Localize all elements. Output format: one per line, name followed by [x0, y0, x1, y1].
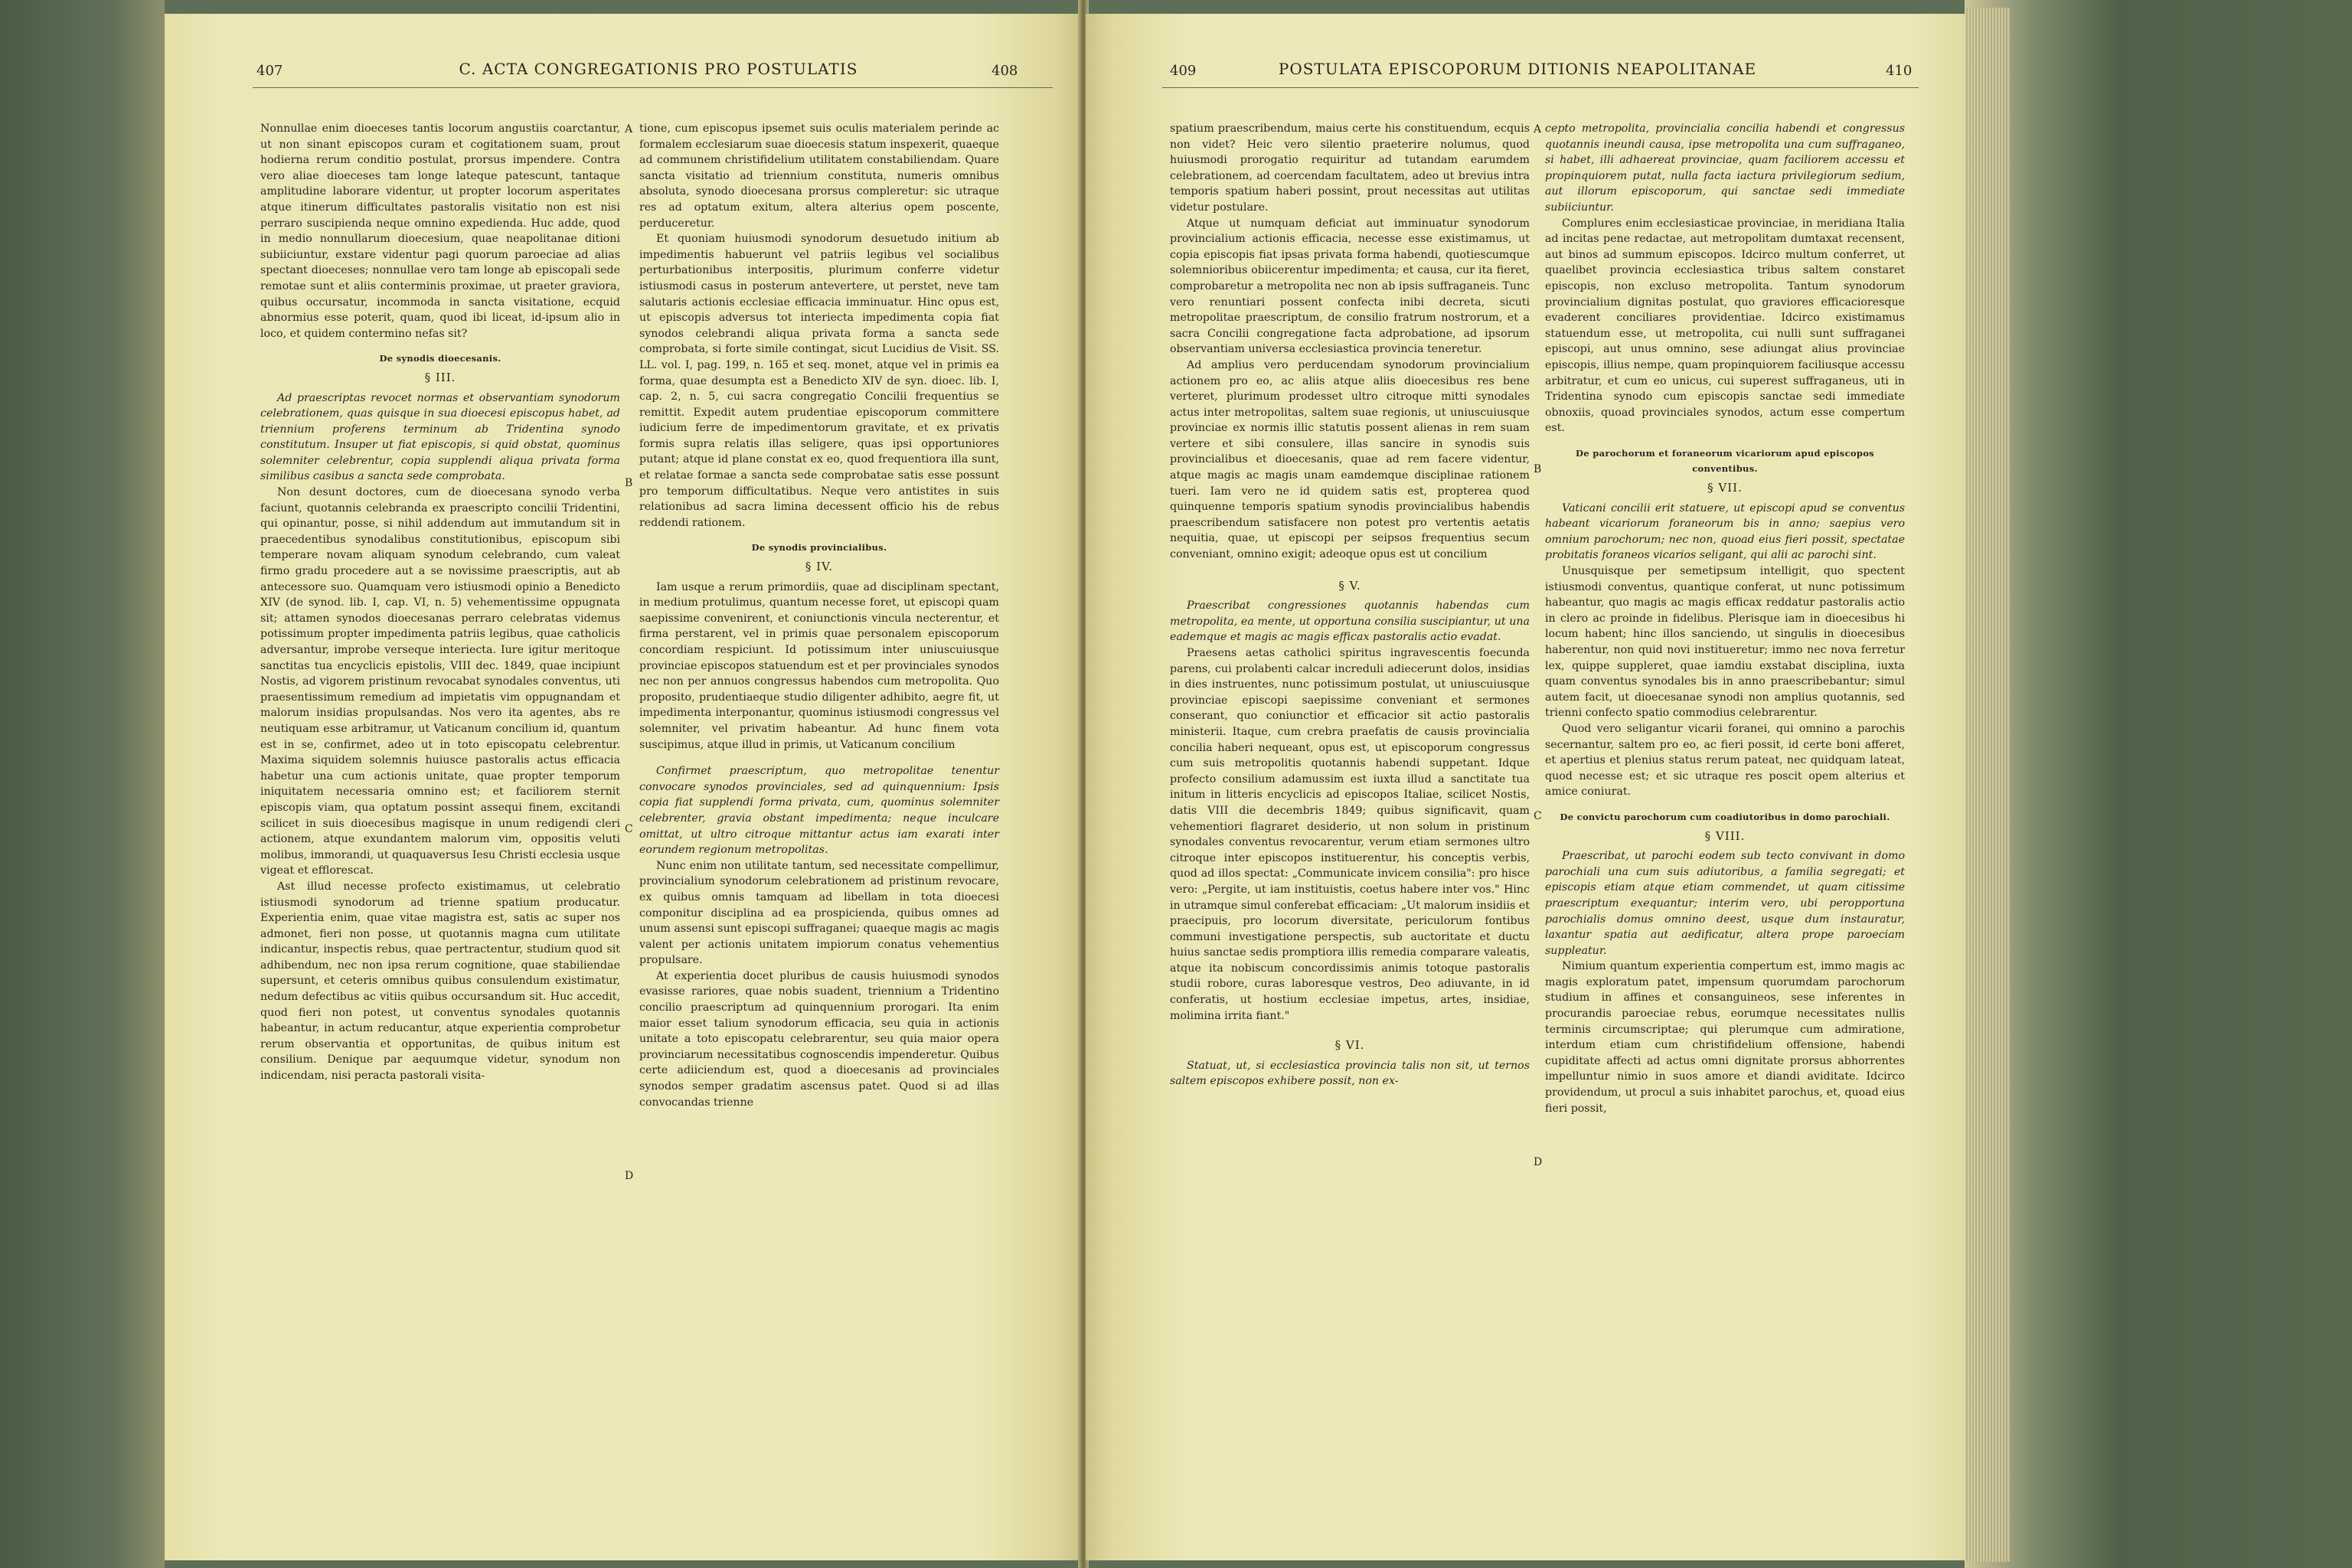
- section-heading: De convictu parochorum cum coadiutoribus in domo parochiali.: [1560, 811, 1890, 822]
- postulatum-text: Statuat, ut, si ecclesiastica provincia talis non sit, ut ternos saltem episcopos exhibere possit, non ex-: [1170, 1059, 1530, 1088]
- section-number: § IV.: [805, 560, 834, 574]
- page-edges: [1965, 0, 2352, 1568]
- book-cover-left: [0, 0, 165, 1568]
- header-rule: [1162, 87, 1919, 88]
- margin-marker-c: C: [625, 823, 633, 835]
- section-heading: De synodis dioecesanis.: [379, 353, 501, 364]
- left-running-head: [165, 60, 1083, 90]
- section-number: § V.: [1338, 578, 1361, 593]
- right-column-1: [1170, 121, 1530, 1089]
- left-column-2: [639, 121, 999, 1110]
- postulatum-text: cepto metropolita, provincialia concilia habendi et congressus quotannis ineundi causa, ipse metropolita una cum suffraganeo, si habet, illi adhaereat provinciae, quam faciliorem accessu et propinquiorem putat, nulla facta iactura privilegiorum sedium, aut illorum episcoporum, qui sanctae sedi immediate subiiciuntur.: [1545, 122, 1905, 214]
- paragraph: At experientia docet pluribus de causis huiusmodi synodos evasisse rariores, quae nobis suadent, triennium a Tridentino concilio praescriptum ad quinquennium prorogari. Ita enim maior esset talium synodorum efficacia, seu quia in actionis unitate a toto episcopatu celebrarentur, seu quia maior opera provinciarum necessitatibus cognoscendis impenderetur. Quibus certe adiiciendum est, quod a dioecesanis ad provinciales synodos semper gradatim ascensus patet. Quod si ad illas convocandas trienne: [639, 969, 999, 1109]
- left-column-1: [260, 121, 620, 1084]
- section-number: § VII.: [1707, 481, 1743, 495]
- postulatum-text: Vaticani concilii erit statuere, ut episcopi apud se conventus habeant vicariorum foraneorum bis in anno; saepius vero omnium parochorum; nec non, quoad eius fieri possit, spectatae probitatis foraneos vicarios seligant, qui alii ac parochi sint.: [1545, 501, 1905, 562]
- paragraph: tione, cum episcopus ipsemet suis oculis materialem perinde ac formalem ecclesiarum suae dioecesis statum inspexerit, quaeque ad communem christifidelium utilitatem constabiliendam. Quare sancta visitatio ad triennium constituta, numeris omnibus absoluta, synodo dioecesana prorsus compleretur: sic utraque res ad optatum exitum, altera alterius opem poscente, perduceretur.: [639, 122, 999, 230]
- right-running-head: [1086, 60, 1965, 90]
- paragraph: Unusquisque per semetipsum intelligit, quo spectent istiusmodi conventus, quantique conferat, ut nunc potissimum habeantur, quo magis ac magis efficax reddatur pastoralis actio in clero ac proinde in fidelibus. Plerisque iam in dioecesibus hi locum habent; hinc illos sanciendo, ut singulis in dioecesibus haberentur, non quid novi institueretur; immo nec nova ferretur lex, quippe suppleret, quae iamdiu exstabat disciplina, iuxta quam conventus synodales bis in anno praescribebantur; simul autem facit, ut dioecesanae synodi non amplius quotannis, sed trienni confecto spatio commodius celebrarentur.: [1545, 565, 1905, 720]
- running-title: POSTULATA EPISCOPORUM DITIONIS NEAPOLITANAE: [1278, 60, 1757, 78]
- postulatum-text: Praescribat, ut parochi eodem sub tecto convivant in domo parochiali una cum suis adiutoribus, a familia segregati; et episcopis etiam atque etiam commendet, ut quam citissime praescriptum exequantur; interim vero, ubi peropportuna parochialis domus omnino deest, usque dum instauratur, laxantur spatia aut aedificatur, altera prope paroeciam suppleatur.: [1545, 850, 1905, 957]
- postulatum-text: Confirmet praescriptum, quo metropolitae tenentur convocare synodos provinciales, sed ad quinquennium: Ipsis copia fiat supplendi forma privata, cum, quominus solemniter celebrenter, gravia obstant impedimenta; neque inculcare omittat, ut ultro citroque mittantur actus iam exarati inter eorundem regionum metropolitas.: [639, 765, 999, 857]
- margin-marker-a: A: [1534, 123, 1542, 136]
- margin-marker-c: C: [1534, 810, 1542, 822]
- running-title: C. ACTA CONGREGATIONIS PRO POSTULATIS: [459, 60, 858, 78]
- section-number: § III.: [424, 370, 456, 384]
- paragraph: Complures enim ecclesiasticae provinciae, in meridiana Italia ad incitas pene redactae, aut metropolitam dumtaxat recensent, aut binos ad summum episcopos. Idcirco multum conferret, ut quaelibet provincia ecclesiastica tribus saltem constaret episcopis, non excluso metropolita. Tantum synodorum provincialium dignitas postulat, quo graviores efficacioresque evaderent conciliares providentiae. Idcirco existimamus statuendum esse, ut metropolita, cui nulli sunt suffraganei episcopi, aut unus omnino, sese adiungat alius provinciae episcopis, illius nempe, quam propinquiorem faciliusque accessu arbitratur, et cum eo unicus, cui superest suffraganeus, uti in Tridentina synodo cum episcopis sanctae sedi immediate obnoxiis, quoad provinciales synodos, actum esse compertum est.: [1545, 217, 1905, 435]
- paragraph: Quod vero seligantur vicarii foranei, qui omnino a parochis secernantur, saltem pro eo, ac fieri possit, id certe boni afferet, et apertius et plenius status rerum pateat, nec quidquam lateat, quod necesse est; et sic utraque res poscit opem alterius et amice coniurat.: [1545, 722, 1905, 799]
- page-number-408: 408: [991, 63, 1018, 79]
- section-heading: De parochorum et foraneorum vicariorum apud episcopos conventibus.: [1576, 447, 1874, 475]
- postulatum-text: Praescribat congressiones quotannis habendas cum metropolita, ea mente, ut opportuna consilia suscipiantur, ut una eademque et magis ac magis efficax pastoralis actio evadat.: [1170, 599, 1530, 644]
- paragraph: Ad amplius vero perducendam synodorum provincialium actionem pro eo, ac aliis atque aliis dioecesibus res bene verteret, plurimum prodesset ultro citroque mitti synodales actus inter metropolitas, saltem suae regionis, ut uniuscuiusque provinciae ex normis illic statutis possent alienas in rem suam vertere et sibi consulere, illas sancire in synodis suis provincialibus et dioecesanis, quae ad rem facere videntur, atque magis ac magis unam eamdemque disciplinae rationem tueri. Iam vero ne id quidem satis est, propterea quod quinquenne temporis spatium synodis provincialibus habendis praescribendum satisfacere non potest pro vertentis aetatis nequitia, quae, ut episcopi per seipsos frequentius secum conveniant, omnino exigit; adeoque opus est ut concilium: [1170, 358, 1530, 561]
- paragraph: spatium praescribendum, maius certe his constituendum, ecquis non videt? Heic vero silentio praeterire nolumus, quod huiusmodi prorogatio requiritur ad tutandam earumdem celebrationem, ad coercendam facultatem, adeo ut brevius intra temporis spatium haberi possint, prout necessitas aut utilitas videtur postulare.: [1170, 122, 1530, 214]
- page-edge-lines: [1965, 8, 2011, 1562]
- margin-marker-a: A: [625, 123, 633, 136]
- page-number-410: 410: [1886, 63, 1913, 79]
- paragraph: Non desunt doctores, cum de dioecesana synodo verba faciunt, quotannis celebranda ex praescripto concilii Tridentini, qui opinantur, posse, si nihil addendum aut immutandum sit in praecedentibus synodalibus constitutionibus, episcopum sibi temperare novam aliquam synodum celebrando, cum valeat firmo gradu procedere aut a se novissime praescriptis, aut ab antecessore suo. Quamquam vero istiusmodi opinio a Benedicto XIV (de synod. lib. I, cap. VI, n. 5) vehementissime oppugnata sit; attamen synodos dioecesanas perraro celebratas videmus potissimum propter impedimenta patriis legibus, quae catholicis adversantur, improbe verseque interiecta. Iure igitur meritoque sanctitas tua encyclicis epistolis, VIII dec. 1849, quae incipiunt Nostis, ad vigorem pristinum revocabat synodales conventus, uti praesentissimum remedium ad impietatis vim oppugnandam et malorum insidias propulsandas. Nos vero ita agentes, abs re neutiquam esse arbitramur, ut Vaticanum concilium id, quantum est in se, confirmet, adeo ut in toto episcopatu celebrentur. Maxima siquidem solemnis huiusce pastoralis actus efficacia habetur una cum actionis unitate, quae propter temporum iniquitatem necessaria omnino est; et faciliorem sternit episcopis viam, qua optatum possint assequi finem, excitandi scilicet in suis dioecesibus magisque in unum redigendi cleri actionem, atque exundantem malorum vim, oppositis veluti molibus, immorandi, ut quaquaversus Iesu Christi ecclesia usque vigeat et efflorescat.: [260, 486, 621, 877]
- paragraph: Ast illud necesse profecto existimamus, ut celebratio istiusmodi synodorum ad trienne spatium producatur. Experientia enim, quae vitae magistra est, satis ac super nos admonet, fieri non posse, ut quotannis magna cum utilitate indicantur, inspectis rebus, quae pertractentur, studium quod sit adhibendum, nec non ipsa rerum cognitione, quae stabiliendae supersunt, et ceteris omnibus quibus consulendum existimatur, nedum defectibus ac vitiis quibus occursandum sit. Huc accedit, quod fieri non potest, ut conventus synodales quotannis habeantur, in actum reducantur, atque experientia comprobetur rerum observantia et opportunitas, de quibus initum est consilium. Denique par aequumque videtur, synodum non indicendam, nisi peracta pastorali visita-: [260, 880, 620, 1083]
- paragraph: Nunc enim non utilitate tantum, sed necessitate compellimur, provincialium synodorum celebrationem ad pristinum revocare, ex quibus omnis tamquam ad libellam in tota dioecesi componitur disciplina ad ea prospicienda, quibus omnes ad unum assensi sunt episcopi suffraganei; quaeque magis ac magis valent per actionis unitatem impiorum conatus vehementius propulsare.: [639, 859, 999, 967]
- margin-marker-b: B: [625, 477, 633, 489]
- margin-marker-d: D: [625, 1170, 634, 1182]
- page-number-407: 407: [256, 63, 283, 79]
- left-page: [165, 14, 1083, 1560]
- paragraph: Praesens aetas catholici spiritus ingravescentis foecunda parens, cui prolabenti calcar increduli adiecerunt dolos, insidias in dies instruentes, nunc potissimum postulat, ut uniuscuiusque provinciae episcopi saepissime conveniant et sermones conserant, quo coniunctior et efficacior sit actio pastoralis ministerii. Itaque, cum crebra praefatis de causis provincialia concilia haberi nequeant, opus est, ut episcoporum congressus cum suis metropolitis quotannis habendi suppetant. Idque profecto consilium adamussim est iuxta illud a sanctitate tua initum in litteris encyclicis ad episcopos Italiae, scilicet Nostis, datis VIII die decembris 1849; quibus significavit, quam vehementiori flagraret desiderio, ut non solum in pristinum synodales conventus revocarentur, verum etiam sermones ultro citroque inter episcopos instituerentur, his conceptis verbis, quod ad illos spectat: „Communicate invicem consilia": pro hisce vero: „Pergite, ut iam instituistis, coetus habere inter vos." Hinc in utramque simul conferebat efficaciam: „Ut malorum insidiis et praecipuis, pro locorum diversitate, periculorum fontibus communi investigatione perspectis, sub auctoritate et ductu huius sanctae sedis promptiora illis remedia comparare valeatis, atque ita nobiscum concordissimis animis totoque pastoralis studii robore, curas laboresque vestros, Deo adiuvante, in id conferatis, ut hostium ecclesiae impetus, artes, insidiae, molimina irrita fiant.": [1170, 647, 1530, 1022]
- paragraph: Nonnullae enim dioeceses tantis locorum angustiis coarctantur, ut non sinant episcopos curam et cogitationem suam, prout hodierna rerum conditio postulat, prorsus impendere. Contra vero aliae dioeceses tam longe lateque patescunt, tantaque amplitudine laborare videntur, ut propter locorum asperitates atque itinerum difficultates pastoralis visitatio non est nisi perraro suscipienda neque omnino expedienda. Huc adde, quod in medio nonnullarum dioecesium, quae neapolitanae ditioni subiiciuntur, exstare videntur pagi quorum paroeciae ad alias spectant dioeceses; nonnullae vero tam longe ab episcopali sede remotae sunt et aliis conterminis proximae, ut praeter graviora, quibus occursatur, incommoda in sancta visitatione, ecquid abnormius esse poterit, quam, quod ibi liceat, id-ipsum alio in loco, et quidem contermino nefas sit?: [260, 122, 620, 340]
- margin-marker-d: D: [1534, 1156, 1543, 1168]
- page-number-409: 409: [1170, 63, 1197, 79]
- header-rule: [253, 87, 1053, 88]
- section-number: § VI.: [1334, 1038, 1365, 1053]
- paragraph: Nimium quantum experientia compertum est, immo magis ac magis exploratum patet, impensum quorumdam parochorum studium in affines et consanguineos, sese inferentes in procurandis paroeciae rebus, eorumque necessitates nullis terminis circumscriptae; qui plerumque cum admiratione, interdum etiam cum christifidelium offensione, habendi cupiditate affecti ad actus omni dignitate prorsus abhorrentes impelluntur nimio in suos amore et diandi aviditate. Idcirco providendum, ut procul a suis inhabitet parochus, et, quoad eius fieri possit,: [1545, 960, 1905, 1115]
- right-page: [1086, 14, 1965, 1560]
- section-heading: De synodis provincialibus.: [751, 542, 887, 554]
- paragraph: Atque ut numquam deficiat aut imminuatur synodorum provincialium actionis efficacia, necesse esse existimamus, ut copia episcopis fiat ipsas privata forma habendi, quotiescumque solemnioribus obiicerentur impedimenta; et causa, cur ita fieret, comprobaretur a metropolita nec non ab ipsis suffraganeis. Tunc vero renuntiari possent confecta inibi decreta, sicuti metropolitae praescriptum, de consilio fratrum nostrorum, et a sacra Concilii congregatione facta adprobatione, ad ipsorum observantiam universa ecclesiastica provincia teneretur.: [1170, 217, 1530, 356]
- postulatum-text: Ad praescriptas revocet normas et observantiam synodorum celebrationem, quas quisque in sua dioecesi episcopus habet, ad triennium proferens terminum ab Tridentina synodo constitutum. Insuper ut fiat episcopis, si quid obstat, quominus solemniter celebrentur, copia supplendi aliqua privata forma similibus casibus a sancta sede comprobata.: [260, 391, 620, 483]
- paragraph: Iam usque a rerum primordiis, quae ad disciplinam spectant, in medium protulimus, quantum necesse foret, ut episcopi quam saepissime convenirent, et coniunctionis vincula necterentur, et firma perstarent, vel in primis quae personalem episcoporum concordiam respiciunt. Id potissimum inter uniuscuiusque provinciae episcopos statuendum est et per provinciales synodos nec non per annuos congressus habendos cum metropolita. Quo proposito, prudentiaeque studio diligenter adhibito, aegre fit, ut impedimenta interponantur, quominus istiusmodi congressus vel solemniter, vel privatim habeantur. Ad hunc finem vota suscipimus, atque illud in primis, ut Vaticanum concilium: [639, 580, 999, 751]
- right-column-2: [1545, 121, 1905, 1116]
- margin-marker-b: B: [1534, 463, 1542, 475]
- section-number: § VIII.: [1704, 828, 1746, 843]
- paragraph: Et quoniam huiusmodi synodorum desuetudo initium ab impedimentis habuerunt vel patriis legibus vel socialibus perturbationibus interpositis, plurimum conferre videtur istiusmodi casus in posterum antevertere, ut perstet, neve tam salutaris actionis ecclesiae efficacia imminuatur. Hinc opus est, ut episcopis adversus tot interiecta impedimenta copia fiat synodos celebrandi aliqua privata forma a sancta sede comprobata, si forte simile contingat, sicut Lucidius de Visit. SS. LL. vol. I, pag. 199, n. 165 et seq. monet, atque vel in primis ea forma, quae desumpta est a Benedicto XIV de syn. dioec. lib. I, cap. 2, n. 5, cui sacra congregatio Concilii frequentius se remittit. Expedit autem prudentiae episcoporum committere iudicium ferre de impedimentorum gravitate, et ex privatis formis supra relatis illas seligere, quas ipsi opportuniores putant; atque id plane constat ex eo, quod frequentiora illa sunt, et relatae formae a sancta sede comprobatae satis esse possunt pro temporum difficultatibus. Neque vero antistites in suis relationibus ad sacra limina decessent officio his de rebus reddendi rationem.: [639, 233, 999, 529]
